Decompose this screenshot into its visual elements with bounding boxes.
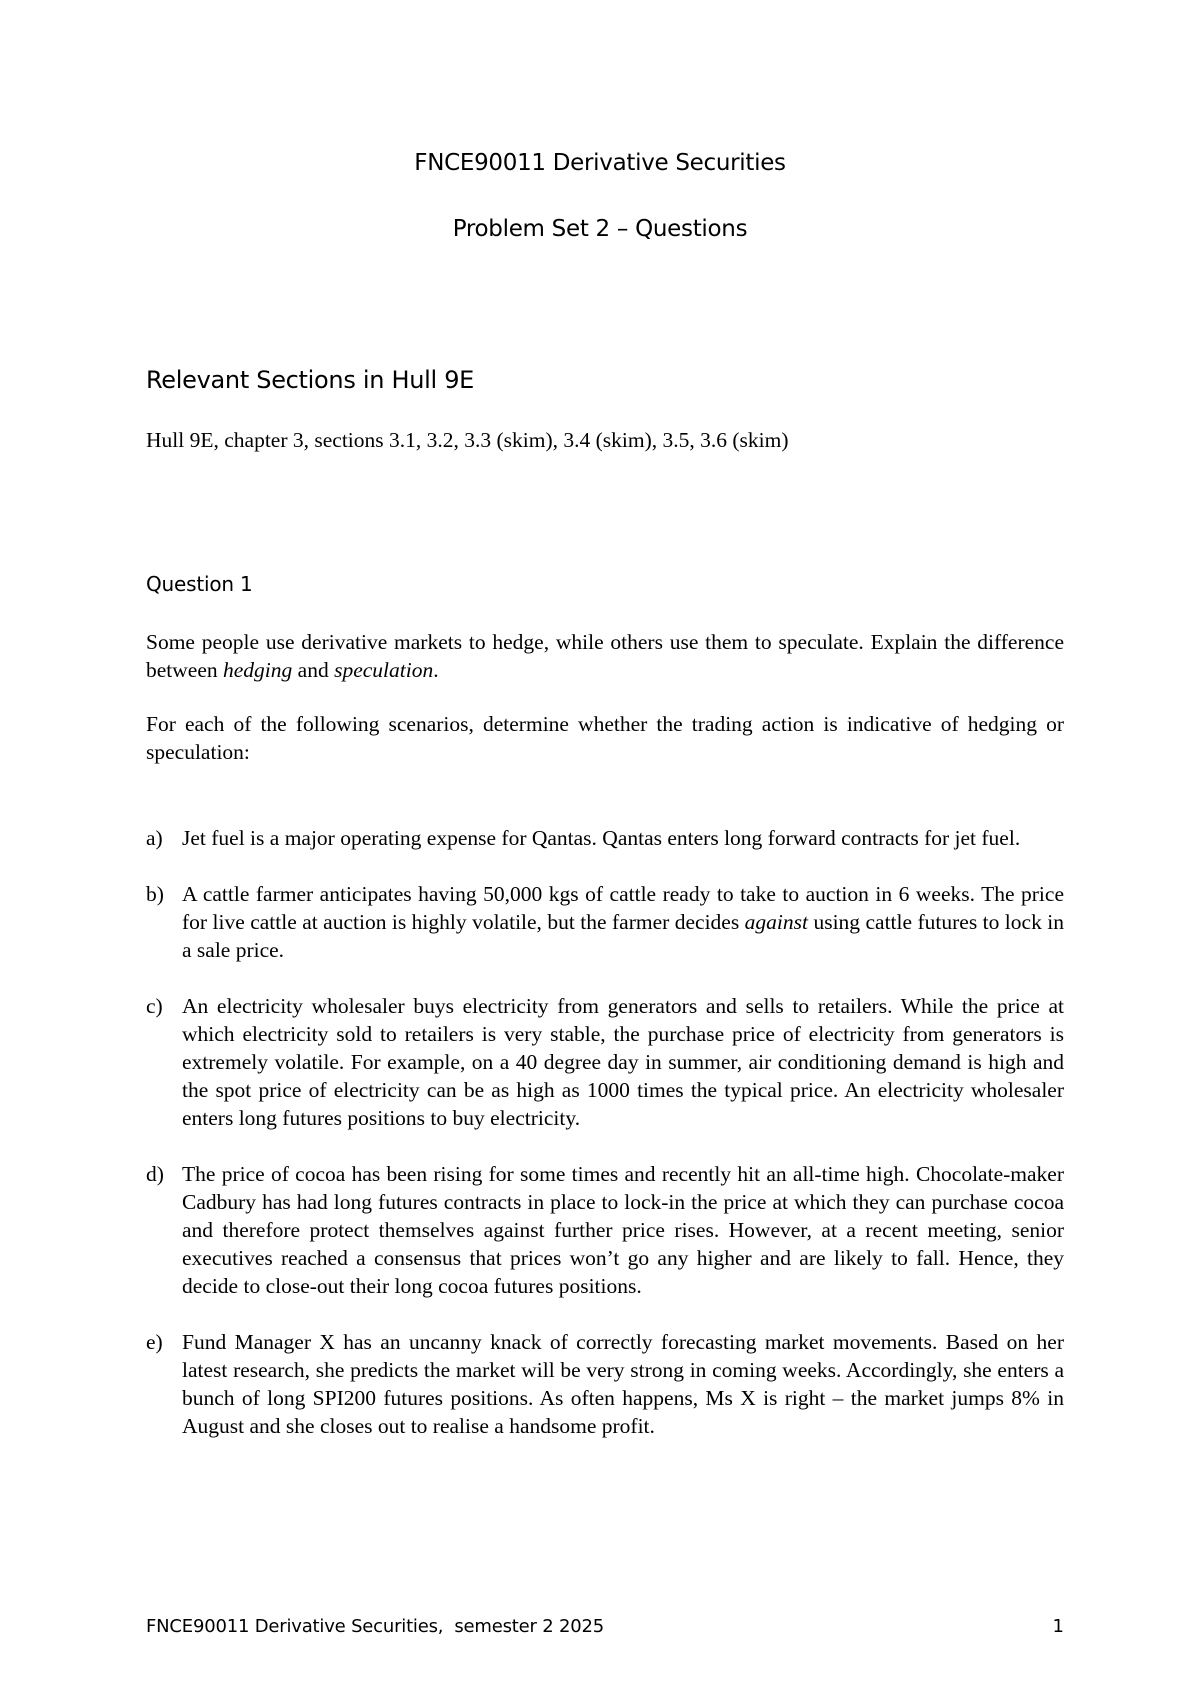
scenario-text: An electricity wholesaler buys electricity from generators and sells to retailers. While the price at which electricity sold to retailers is very stable, the purchase price of electricity from generators is extremely volatile. For example, on a 40 degree day in summer, air conditioning demand is high and the spot price of electricity can be as high as 1000 times the typical price. An electricity wholesaler enters long futures positions to buy electricity. [182,994,1064,1130]
intro-text-end: . [433,658,439,682]
scenario-item-b [146,880,1064,964]
relevant-sections-heading: Relevant Sections in Hull 9E [146,366,475,394]
question-1-heading: Question 1 [146,572,253,596]
scenario-item-c [146,992,1064,1132]
course-title: FNCE90011 Derivative Securities [414,150,786,176]
intro-term-hedging: hedging [223,658,293,682]
scenario-label: a) [146,826,163,850]
scenario-text: The price of cocoa has been rising for some times and recently hit an all-time high. Chocolate-maker Cadbury has had long futures contracts in place to lock-in the price at which they can purchase cocoa and therefore protect themselves against further price rises. However, at a recent meeting, senior executives reached a consensus that prices won’t go any higher and are likely to fall. Hence, they decide to close-out their long cocoa futures positions. [182,1162,1064,1298]
scenario-text: Fund Manager X has an uncanny knack of correctly forecasting market movements. Based on her latest research, she predicts the market will be very strong in coming weeks. Accordingly, she enters a bunch of long SPI200 futures positions. As often happens, Ms X is right – the market jumps 8% in August and she closes out to realise a handsome profit. [182,1330,1064,1438]
scenario-label: d) [146,1162,164,1186]
scenario-text-before: A cattle farmer anticipates having 50,000 kgs of cattle ready to take to auction in 6 weeks. The price for live cattle at auction is highly volatile, but the farmer decides [182,882,1064,934]
scenario-text-after: using cattle futures to lock in a sale price. [182,910,1064,962]
relevant-sections-text: Hull 9E, chapter 3, sections 3.1, 3.2, 3.3 (skim), 3.4 (skim), 3.5, 3.6 (skim) [146,428,789,452]
intro-text-part1: Some people use derivative markets to hedge, while others use them to speculate. Explain the difference between [146,630,1064,682]
page-number: 1 [1052,1616,1064,1637]
scenario-text: Jet fuel is a major operating expense for Qantas. Qantas enters long forward contracts for jet fuel. [182,826,1021,850]
scenario-item-a [146,824,1064,852]
scenario-label: e) [146,1330,163,1354]
scenario-list [146,824,1064,1468]
scenario-item-d [146,1160,1064,1300]
scenario-item-e [146,1328,1064,1440]
question-1-intro [146,628,1064,684]
question-1-instruction: For each of the following scenarios, determine whether the trading action is indicative of hedging or speculation: [146,712,1064,764]
scenario-label: b) [146,882,164,906]
intro-term-speculation: speculation [334,658,434,682]
problem-set-title: Problem Set 2 – Questions [452,216,748,242]
scenario-label: c) [146,994,163,1018]
footer-course-info: FNCE90011 Derivative Securities, semester 2 2025 [146,1616,605,1637]
scenario-emphasis: against [744,910,808,934]
intro-text-and: and [292,658,335,682]
